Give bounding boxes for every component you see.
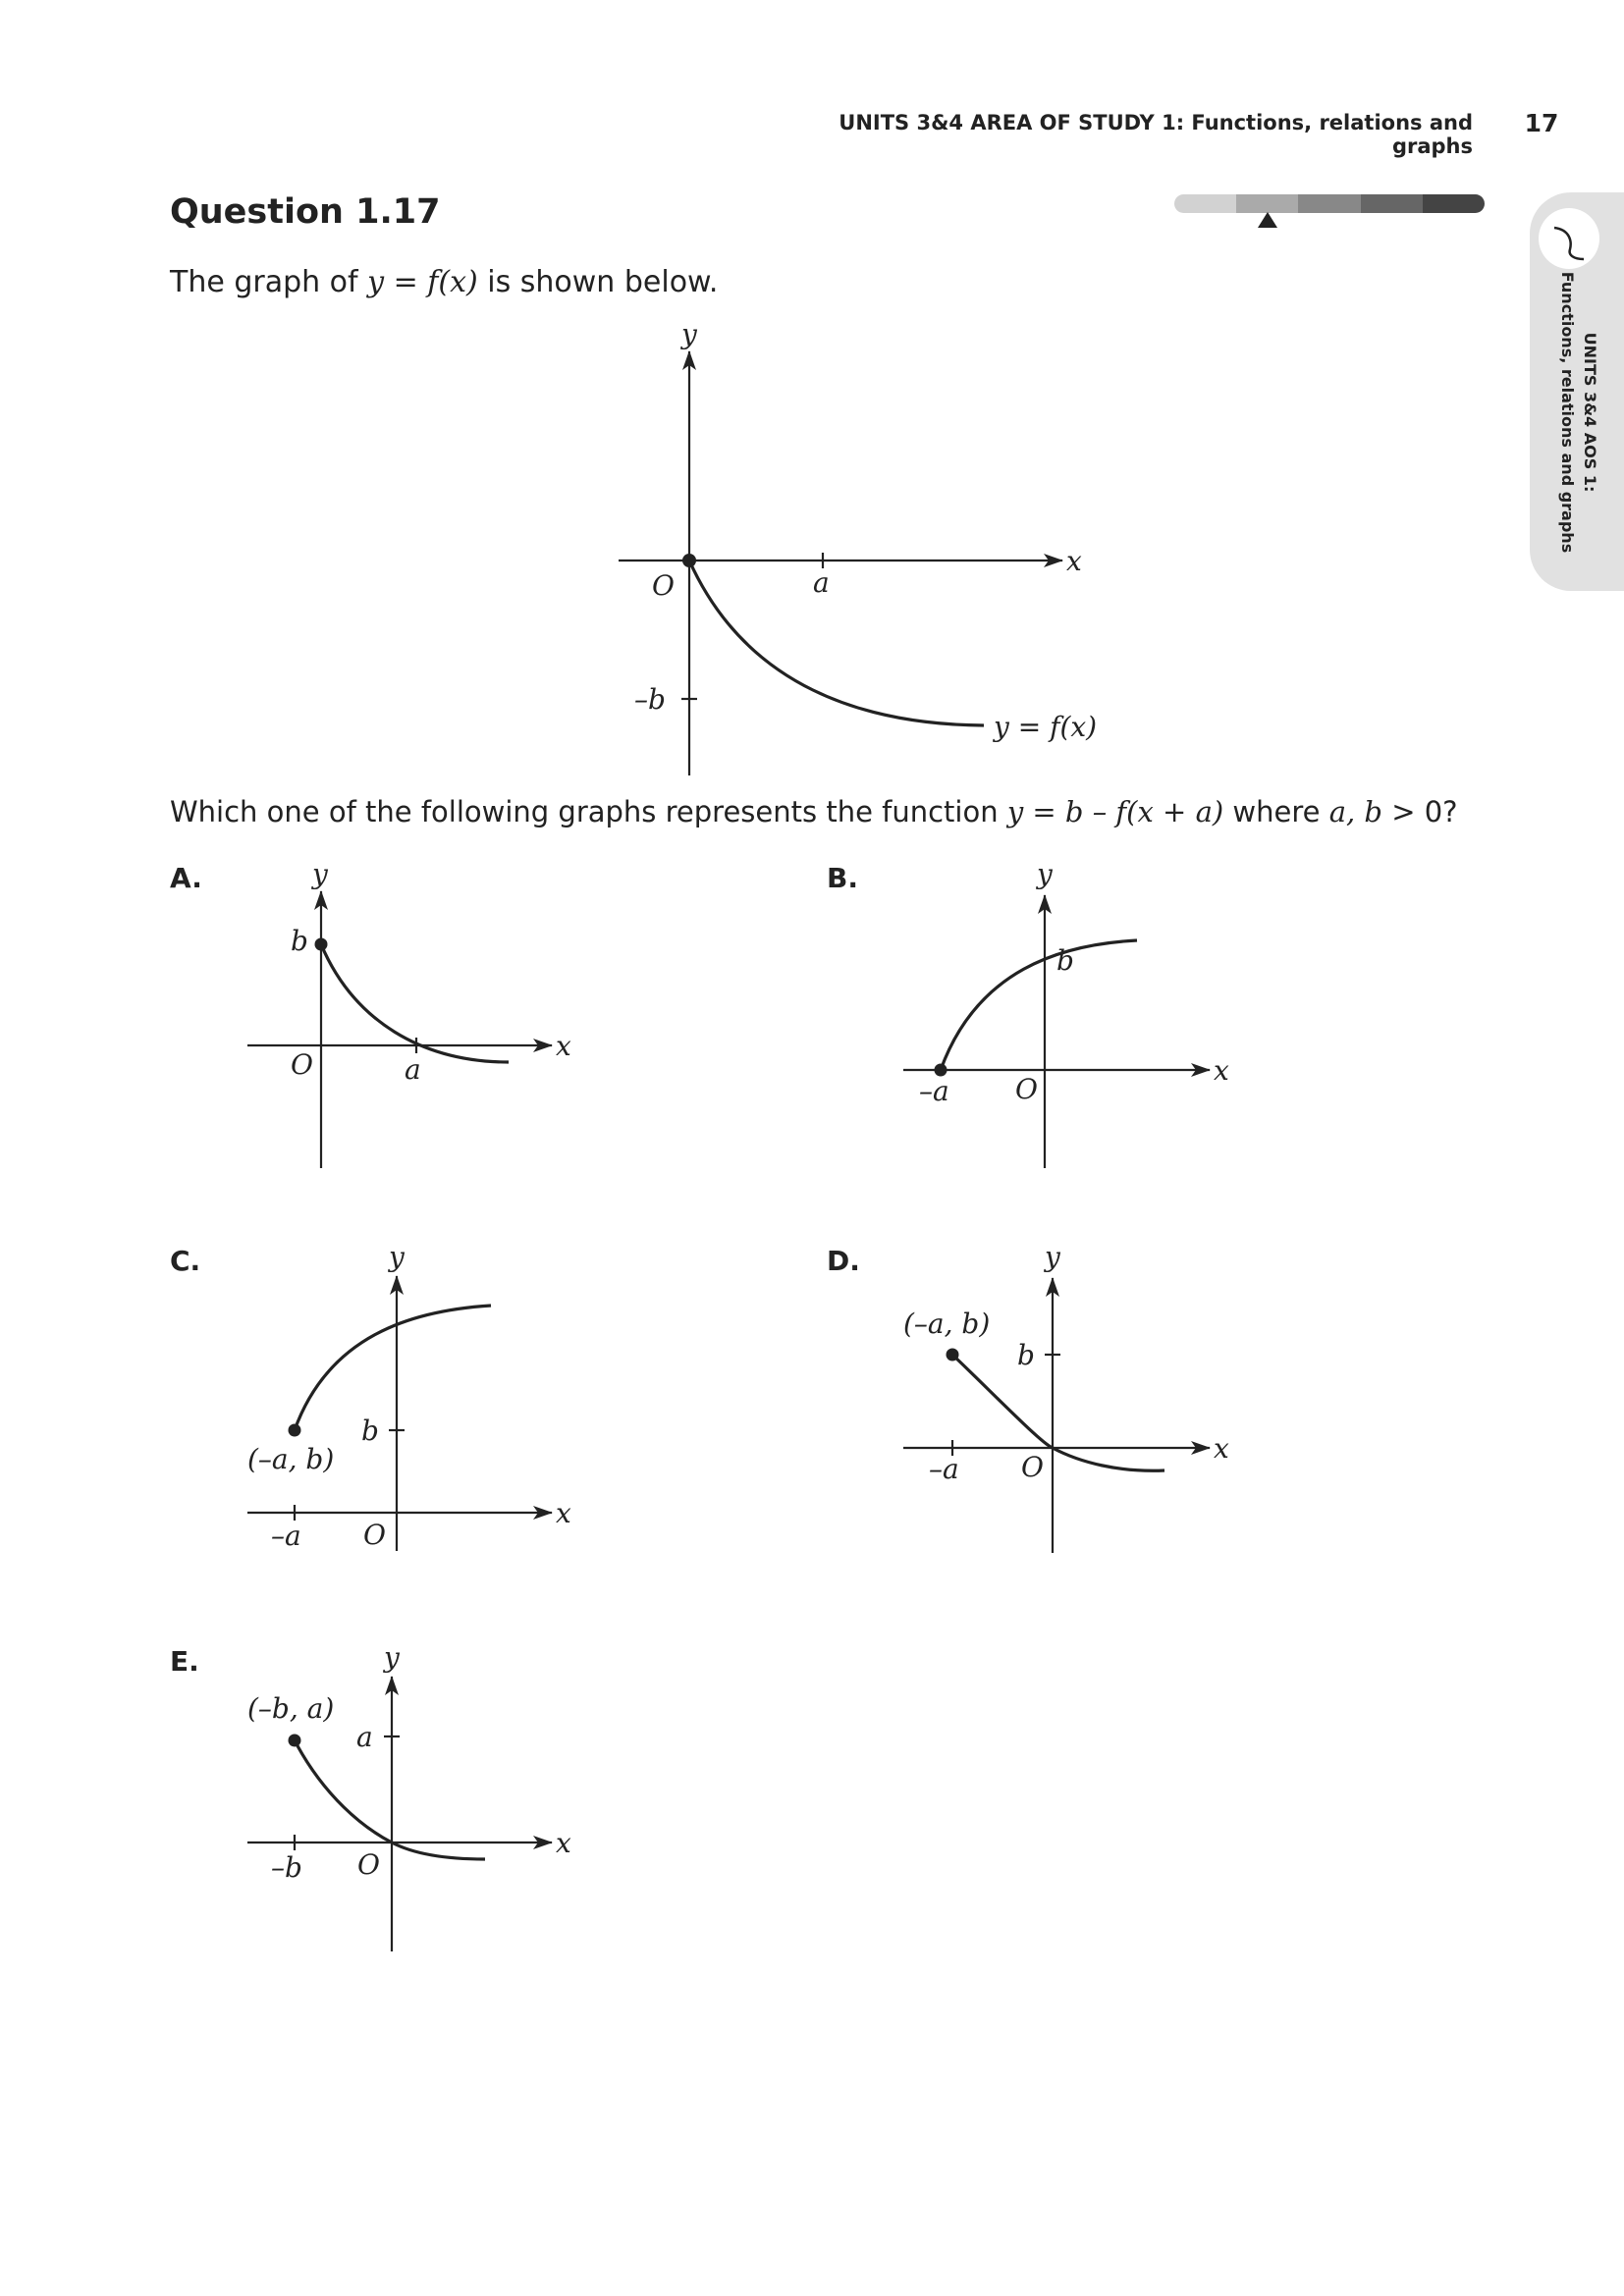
a-y-label: y bbox=[312, 858, 328, 890]
main-x-tick-label: a bbox=[813, 566, 830, 599]
prompt-text-3: > 0? bbox=[1382, 795, 1458, 828]
b-origin-label: O bbox=[1015, 1073, 1038, 1105]
b-x-tick-label: –a bbox=[919, 1075, 949, 1107]
a-x-label: x bbox=[556, 1030, 571, 1062]
e-y-label: y bbox=[384, 1641, 400, 1674]
b-y-tick-label: b bbox=[1056, 944, 1074, 977]
intro-text-2: is shown below. bbox=[477, 265, 719, 299]
option-b-label: B. bbox=[827, 862, 858, 894]
e-curve bbox=[295, 1740, 485, 1859]
option-e-label: E. bbox=[170, 1645, 199, 1678]
question-title: Question 1.17 bbox=[170, 192, 441, 232]
a-origin-label: O bbox=[291, 1048, 313, 1081]
prompt-text-2: where bbox=[1223, 795, 1329, 828]
c-curve bbox=[295, 1306, 491, 1430]
b-x-label: x bbox=[1214, 1054, 1229, 1087]
c-point-label: (–a, b) bbox=[247, 1443, 335, 1475]
d-origin-label: O bbox=[1021, 1451, 1044, 1483]
e-origin-label: O bbox=[357, 1848, 380, 1881]
c-y-tick-label: b bbox=[361, 1415, 379, 1447]
main-curve-label: y = f(x) bbox=[994, 711, 1098, 743]
c-x-label: x bbox=[556, 1497, 571, 1529]
main-y-label: y bbox=[681, 318, 697, 350]
option-d-label: D. bbox=[827, 1245, 860, 1277]
e-point-label: (–b, a) bbox=[247, 1692, 335, 1725]
a-y-tick-label: b bbox=[291, 925, 308, 957]
prompt-math: y = b – f(x + a) bbox=[1006, 795, 1224, 828]
a-x-tick-label: a bbox=[405, 1053, 421, 1086]
c-origin-label: O bbox=[363, 1519, 386, 1551]
graph-b bbox=[903, 895, 1210, 1168]
e-y-tick-label: a bbox=[356, 1721, 373, 1753]
c-y-label: y bbox=[389, 1241, 405, 1273]
main-origin-label: O bbox=[652, 569, 675, 602]
page-number: 17 bbox=[1524, 109, 1559, 137]
main-x-label: x bbox=[1066, 545, 1082, 577]
d-point-label: (–a, b) bbox=[903, 1308, 991, 1340]
e-point bbox=[289, 1735, 301, 1747]
d-point bbox=[947, 1349, 959, 1362]
a-point bbox=[315, 938, 328, 951]
prompt-math-2: a, b bbox=[1328, 795, 1382, 828]
side-tab-line-2: Functions, relations and graphs bbox=[1558, 271, 1577, 554]
option-a-label: A. bbox=[170, 862, 202, 894]
e-x-label: x bbox=[556, 1827, 571, 1859]
d-y-label: y bbox=[1045, 1241, 1060, 1273]
d-x-label: x bbox=[1214, 1432, 1229, 1465]
b-curve bbox=[941, 940, 1137, 1070]
intro-math: y = f(x) bbox=[367, 265, 478, 299]
c-point bbox=[289, 1424, 301, 1437]
main-curve bbox=[689, 561, 984, 725]
graph-c bbox=[247, 1276, 552, 1551]
b-y-label: y bbox=[1037, 858, 1053, 890]
c-x-tick-label: –a bbox=[271, 1520, 301, 1552]
option-c-label: C. bbox=[170, 1245, 201, 1277]
intro-text-1: The graph of bbox=[170, 265, 368, 299]
d-curve bbox=[952, 1355, 1164, 1470]
prompt-text-1: Which one of the following graphs represents the function bbox=[170, 795, 1007, 828]
main-origin-point bbox=[682, 554, 696, 567]
side-tab-line-1: UNITS 3&4 AOS 1: bbox=[1581, 332, 1599, 493]
main-y-tick-label: –b bbox=[634, 683, 666, 716]
d-x-tick-label: –a bbox=[929, 1453, 959, 1485]
running-head: UNITS 3&4 AREA OF STUDY 1: Functions, relations and graphs bbox=[839, 111, 1473, 158]
e-x-tick-label: –b bbox=[271, 1851, 302, 1884]
d-y-tick-label: b bbox=[1017, 1339, 1035, 1371]
